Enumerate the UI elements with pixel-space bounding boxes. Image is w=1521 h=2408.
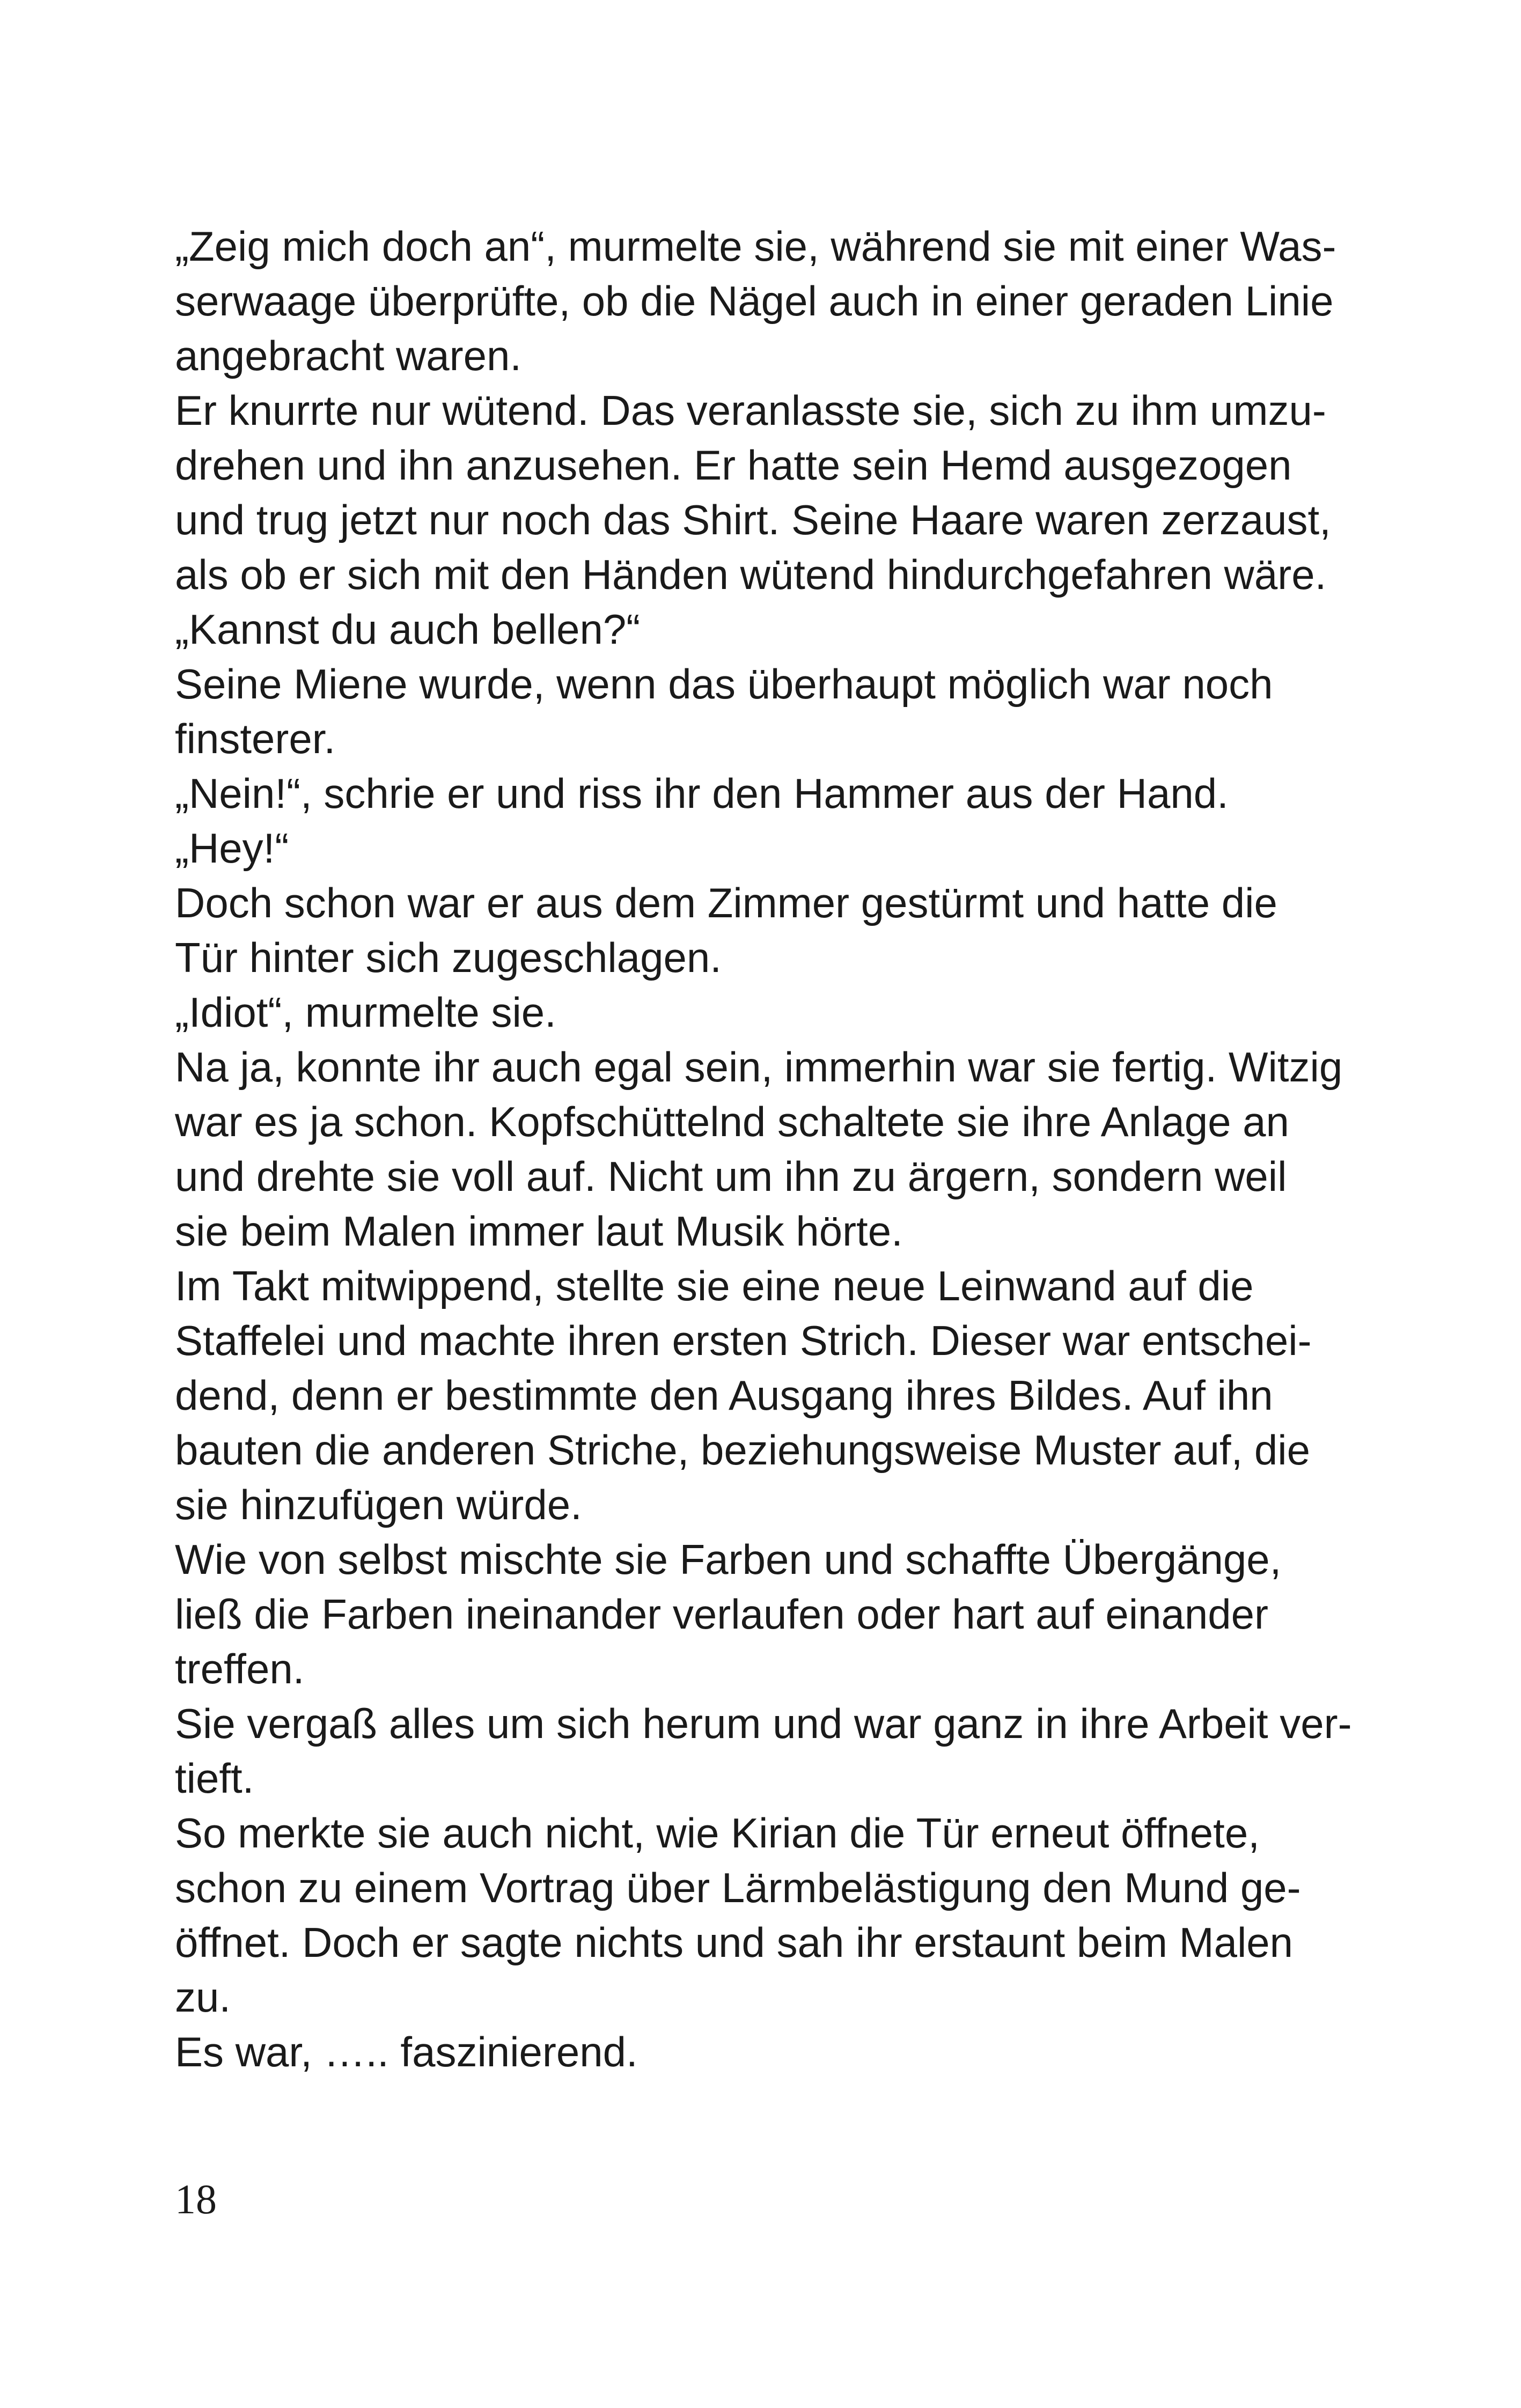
text-line: finsterer. <box>175 715 336 762</box>
text-line: und trug jetzt nur noch das Shirt. Seine Haare waren zerzaust, <box>175 496 1331 543</box>
text-line: „Nein!“, schrie er und riss ihr den Hammer aus der Hand. <box>175 770 1229 817</box>
text-line: drehen und ihn anzusehen. Er hatte sein Hemd ausgezogen <box>175 441 1292 489</box>
text-line: angebracht waren. <box>175 332 522 379</box>
text-line: öffnet. Doch er sagte nichts und sah ihr erstaunt beim Malen <box>175 1919 1294 1966</box>
text-line: Doch schon war er aus dem Zimmer gestürmt und hatte die <box>175 879 1277 926</box>
text-line: Sie vergaß alles um sich herum und war ganz in ihre Arbeit ver- <box>175 1700 1352 1747</box>
page-number: 18 <box>175 2176 217 2222</box>
text-line: Staffelei und machte ihren ersten Strich. Dieser war entschei- <box>175 1317 1312 1364</box>
text-line: treffen. <box>175 1645 305 1692</box>
text-line: dend, denn er bestimmte den Ausgang ihres Bildes. Auf ihn <box>175 1372 1273 1419</box>
text-line: „Idiot“, murmelte sie. <box>175 989 556 1036</box>
text-line: und drehte sie voll auf. Nicht um ihn zu ärgern, sondern weil <box>175 1153 1287 1200</box>
text-line: bauten die anderen Striche, beziehungsweise Muster auf, die <box>175 1426 1311 1474</box>
text-line: Im Takt mitwippend, stellte sie eine neue Leinwand auf die <box>175 1262 1254 1309</box>
text-line: Na ja, konnte ihr auch egal sein, immerhin war sie fertig. Witzig <box>175 1043 1343 1091</box>
text-line: tieft. <box>175 1755 254 1802</box>
text-line: zu. <box>175 1973 231 2021</box>
text-line: serwaage überprüfte, ob die Nägel auch in einer geraden Linie <box>175 277 1334 325</box>
text-line: Tür hinter sich zugeschlagen. <box>175 934 722 981</box>
text-line: sie beim Malen immer laut Musik hörte. <box>175 1207 903 1255</box>
text-line: „Hey!“ <box>175 824 289 872</box>
text-line: schon zu einem Vortrag über Lärmbelästigung den Mund ge- <box>175 1864 1301 1911</box>
text-line: „Kannst du auch bellen?“ <box>175 606 641 653</box>
text-line: So merkte sie auch nicht, wie Kirian die Tür erneut öffnete, <box>175 1809 1260 1857</box>
text-line: ließ die Farben ineinander verlaufen oder hart auf einander <box>175 1590 1268 1638</box>
text-line: Es war, ….. faszinierend. <box>175 2028 638 2075</box>
body-text <box>175 219 1382 2079</box>
text-line: „Zeig mich doch an“, murmelte sie, während sie mit einer Was- <box>175 223 1336 270</box>
text-line: Wie von selbst mischte sie Farben und schaffte Übergänge, <box>175 1536 1282 1583</box>
text-line: als ob er sich mit den Händen wütend hindurchgefahren wäre. <box>175 551 1327 598</box>
text-line: Seine Miene wurde, wenn das überhaupt möglich war noch <box>175 660 1273 708</box>
text-line: Er knurrte nur wütend. Das veranlasste sie, sich zu ihm umzu- <box>175 387 1326 434</box>
text-line: sie hinzufügen würde. <box>175 1481 582 1528</box>
text-line: war es ja schon. Kopfschüttelnd schaltete sie ihre Anlage an <box>175 1098 1289 1145</box>
